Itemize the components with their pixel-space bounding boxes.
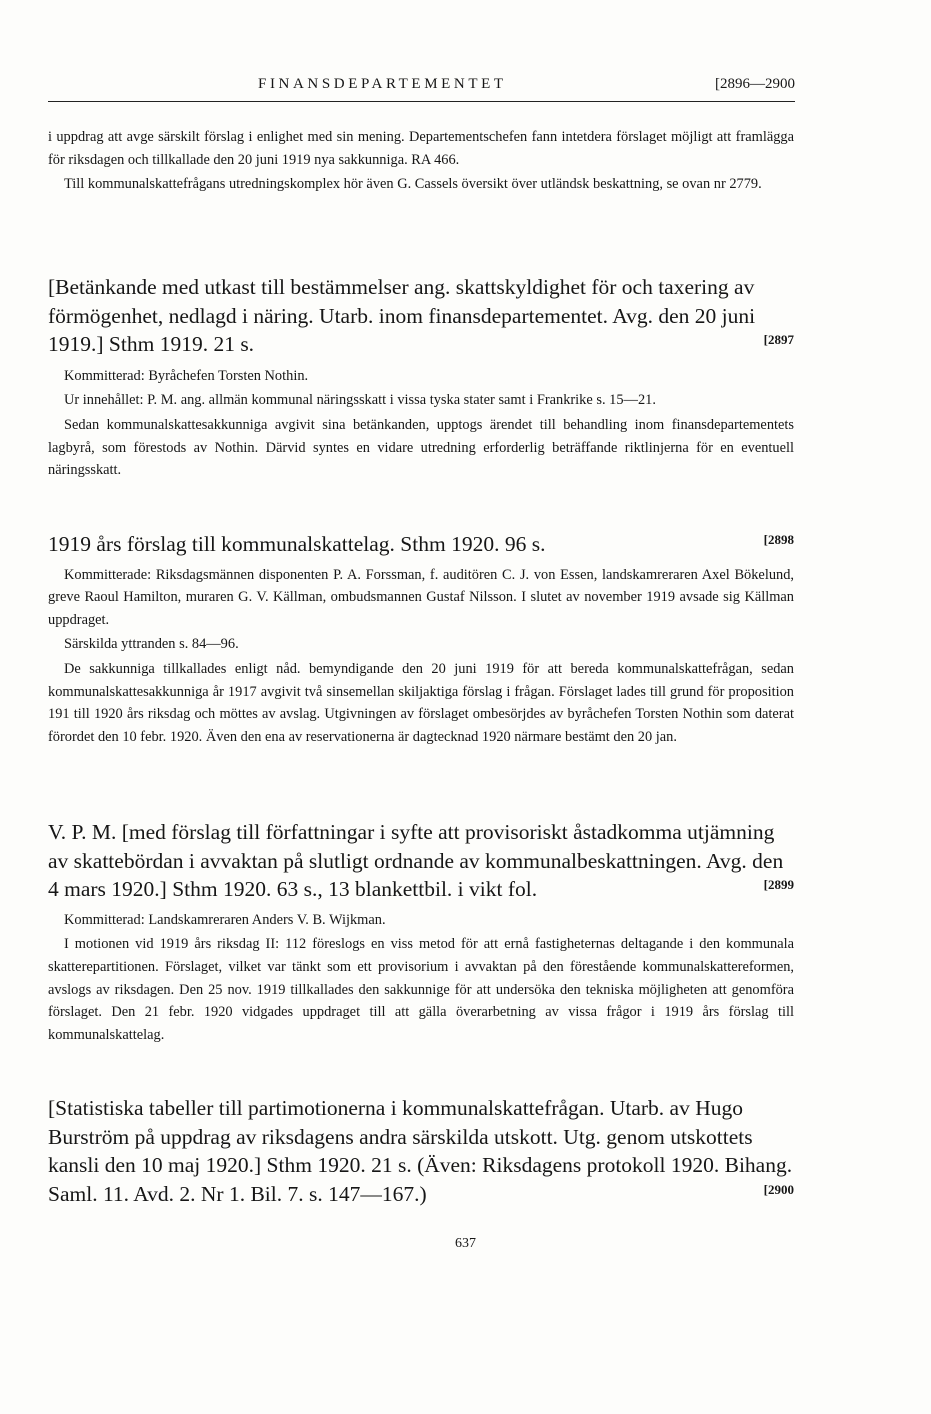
entry-paragraph: De sakkunniga tillkallades enligt nåd. bemyndigande den 20 juni 1919 för att bereda kommunalskattefrågan, sedan kommunalskattesakkunniga år 1917 avgivit två sinsemellan skiljaktiga förslag i frågan. Förslaget lades till grund för proposition 191 till 1920 års riksdag och möttes av avslag. Utgivningen av förslaget ombesörjdes av byråchefen Torsten Nothin som daterat förordet den 10 febr. 1920. Även den ena av reservationerna är dagtecknad 1920 närmare bestämt den 20 jan.	[48, 660, 794, 745]
entry-2899	[48, 818, 794, 1046]
intro-paragraph: Till kommunalskattefrågans utredningskomplex hör även G. Cassels översikt över utländsk beskattning, se ovan nr 2779.	[64, 176, 762, 193]
entry-paragraph: Kommitterad: Landskamreraren Anders V. B. Wijkman.	[64, 911, 386, 928]
entry-paragraph: Kommitterade: Riksdagsmännen disponenten P. A. Forssman, f. auditören C. J. von Essen, landskamreraren Axel Bökelund, greve Raoul Hamilton, muraren G. V. Källman, ombudsmannen Gustaf Nilsson. I slutet av november 1919 avsade sig Källman uppdraget.	[48, 566, 794, 628]
entry-title: [Statistiska tabeller till partimotionerna i kommunalskattefrågan. Utarb. av Hugo Burström på uppdrag av riksdagens andra särskilda utskott. Utg. genom utskottets kansli den 10 maj 1920.] Sthm 1920. 21 s. (Även: Riksdagens protokoll 1920. Bihang. Saml. 11. Avd. 2. Nr 1. Bil. 7. s. 147—167.) [2900	[48, 1096, 794, 1206]
entry-paragraph: Ur innehållet: P. M. ang. allmän kommunal näringsskatt i vissa tyska stater samt i Frankrike s. 15—21.	[64, 392, 656, 409]
entry-title: [Betänkande med utkast till bestämmelser ang. skattskyldighet för och taxering av förmögenhet, nedlagd i näring. Utarb. inom finansdepartementet. Avg. den 20 juni 1919.] Sthm 1919. 21 s. [2897	[48, 275, 794, 357]
header-title: FINANSDEPARTEMENTET	[258, 76, 507, 92]
entry-paragraph: Särskilda yttranden s. 84—96.	[64, 636, 239, 653]
entry-title: 1919 års förslag till kommunalskattelag. Sthm 1920. 96 s. [2898	[48, 530, 794, 559]
entry-number: [2898	[763, 532, 794, 547]
entry-2898	[48, 530, 794, 748]
entry-2897	[48, 273, 794, 482]
entry-2900	[48, 1094, 794, 1208]
intro-paragraph: i uppdrag att avge särskilt förslag i enlighet med sin mening. Departementschefen fann intetdera förslaget möjligt att framlägga för riksdagen och tillkallade den 20 juni 1919 nya sakkunniga. RA 466.	[48, 129, 794, 168]
running-header	[48, 76, 795, 102]
entry-paragraph: I motionen vid 1919 års riksdag II: 112 föreslogs en viss metod för att ernå fastigheternas deltagande i den kommunala skatterepartitionen. Förslaget, vilket var tänkt som ett provisorium i avvaktan på den förestående kommunalskattereformen, avslogs av riksdagen. Den 25 nov. 1919 tillkallades den sakkunnige för att undersöka den tekniska möjligheten att genomföra förslaget. Den 21 febr. 1920 vidgades uppdraget till att gälla överarbetning av vissa frågor i 1919 års förslag till kommunalskattelag.	[48, 936, 794, 1043]
intro-section	[48, 126, 794, 196]
entry-number: [2897	[763, 332, 794, 348]
entry-number: [2899	[763, 877, 794, 893]
header-range: [2896—2900	[715, 76, 795, 92]
entry-title: V. P. M. [med förslag till författningar i syfte att provisoriskt åstadkomma utjämning av skattebördan i avvaktan på slutligt ordnande av kommunalbeskattningen. Avg. den 4 mars 1920.] Sthm 1920. 63 s., 13 blankettbil. i vikt fol. [2899	[48, 820, 794, 902]
entry-number: [2900	[763, 1181, 794, 1197]
entry-paragraph: Kommitterad: Byråchefen Torsten Nothin.	[64, 367, 309, 384]
page-number: 637	[455, 1236, 476, 1251]
entry-paragraph: Sedan kommunalskattesakkunniga avgivit sina betänkanden, upptogs ärendet till behandling inom finansdepartementets lagbyrå, som förestods av Nothin. Därvid syntes en vidare utredning erforderlig beträffande riktlinjerna för en eventuell näringsskatt.	[48, 416, 794, 479]
